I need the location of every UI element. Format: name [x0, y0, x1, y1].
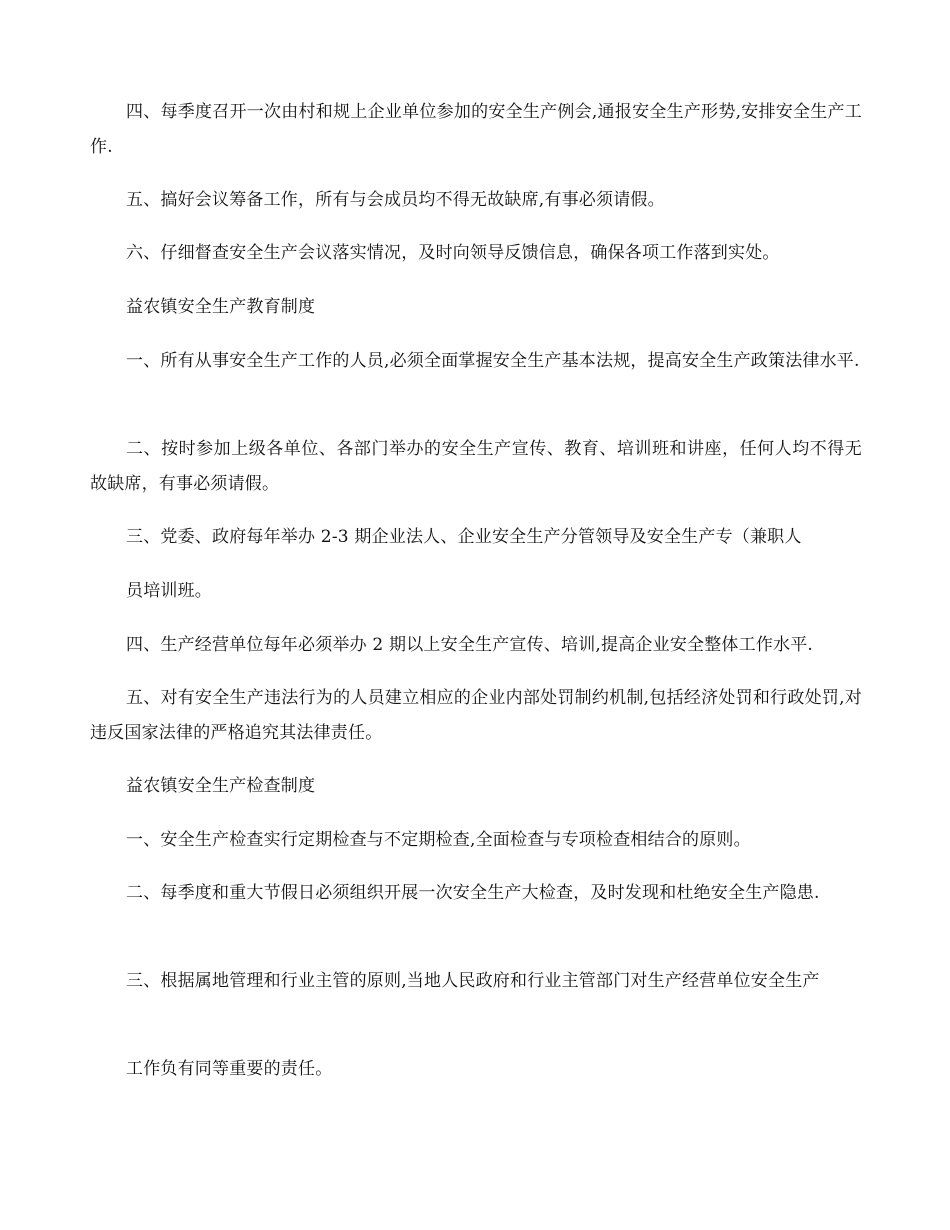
paragraph-education-5: 五、对有安全生产违法行为的人员建立相应的企业内部处罚制约机制,包括经济处罚和行政处罚,对违反国家法律的严格追究其法律责任。: [90, 688, 862, 743]
paragraph-education-4: 四、生产经营单位每年必须举办 2 期以上安全生产宣传、培训,提高企业安全整体工作水平.: [126, 635, 814, 655]
paragraph-education-3-continued: 员培训班。: [126, 581, 212, 601]
paragraph-inspection-3-continued: 工作负有同等重要的责任。: [126, 1059, 333, 1079]
paragraph-education-2: 二、按时参加上级各单位、各部门举办的安全生产宣传、教育、培训班和讲座，任何人均不得无故缺席，有事必须请假。: [90, 439, 862, 494]
paragraph-meeting-5: 五、搞好会议筹备工作，所有与会成员均不得无故缺席,有事必须请假。: [126, 190, 665, 210]
paragraph-meeting-6: 六、仔细督查安全生产会议落实情况，及时向领导反馈信息，确保各项工作落到实处。: [126, 243, 780, 263]
paragraph-meeting-4: 四、每季度召开一次由村和规上企业单位参加的安全生产例会,通报安全生产形势,安排安全生产工作.: [90, 102, 862, 157]
paragraph-inspection-2: 二、每季度和重大节假日必须组织开展一次安全生产大检查，及时发现和杜绝安全生产隐患.: [126, 883, 820, 903]
paragraph-inspection-1: 一、安全生产检查实行定期检查与不定期检查,全面检查与专项检查相结合的原则。: [126, 830, 751, 850]
paragraph-education-3: 三、党委、政府每年举办 2-3 期企业法人、企业安全生产分管领导及安全生产专（兼职人: [126, 527, 802, 547]
paragraph-inspection-3: 三、根据属地管理和行业主管的原则,当地人民政府和行业主管部门对生产经营单位安全生产: [126, 971, 820, 991]
paragraph-education-1: 一、所有从事安全生产工作的人员,必须全面掌握安全生产基本法规，提高安全生产政策法律水平.: [126, 351, 860, 371]
section-heading-education: 益农镇安全生产教育制度: [126, 297, 316, 317]
section-heading-inspection: 益农镇安全生产检查制度: [126, 776, 316, 796]
